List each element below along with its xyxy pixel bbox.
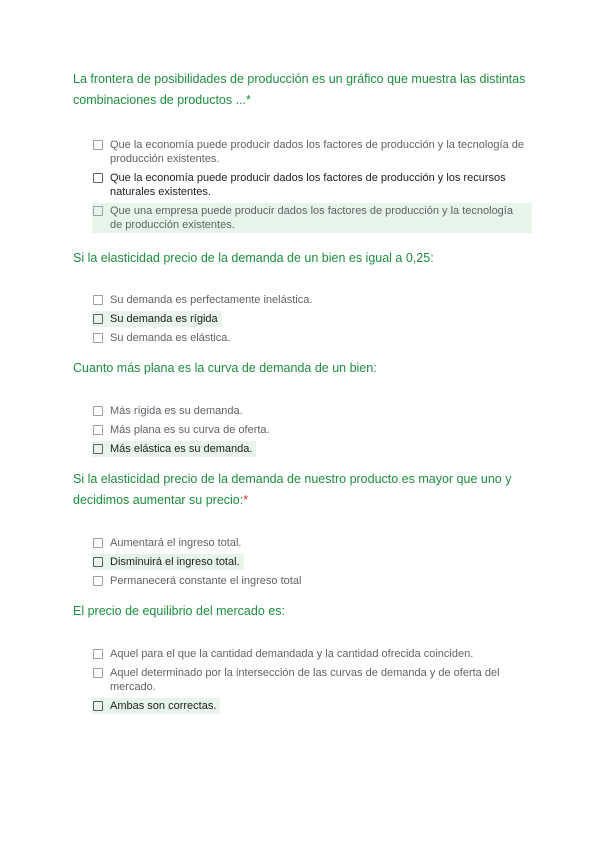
option-3-1[interactable] — [92, 403, 532, 419]
option-label: Que la economía puede producir dados los factores de producción y los recursos naturales existentes. — [110, 172, 506, 198]
option-label: Permanecerá constante el ingreso total — [110, 575, 302, 587]
option-5-3[interactable] — [92, 698, 220, 714]
question-5-label: El precio de equilibrio del mercado es: — [73, 604, 285, 618]
option-4-3[interactable] — [92, 573, 532, 589]
question-1-text — [73, 69, 543, 111]
option-5-2[interactable] — [92, 665, 532, 695]
option-label: Su demanda es elástica. — [110, 332, 231, 344]
question-5-text — [73, 601, 543, 622]
option-label: Ambas son correctas. — [110, 700, 217, 712]
checkbox-icon[interactable] — [93, 406, 103, 416]
checkbox-icon[interactable] — [93, 314, 103, 324]
required-asterisk: * — [243, 493, 249, 507]
option-label: Aumentará el ingreso total. — [110, 537, 242, 549]
option-1-1[interactable] — [92, 137, 532, 167]
option-2-3[interactable] — [92, 330, 532, 346]
option-2-2[interactable] — [92, 311, 222, 327]
question-3-options — [92, 403, 532, 460]
question-1-label: La frontera de posibilidades de producción es un gráfico que muestra las distintas combinaciones de productos ... — [73, 72, 526, 107]
checkbox-icon[interactable] — [93, 425, 103, 435]
checkbox-icon[interactable] — [93, 295, 103, 305]
option-3-2[interactable] — [92, 422, 532, 438]
option-label: Que una empresa puede producir dados los factores de producción y la tecnología de producción existentes. — [110, 205, 513, 231]
option-label: Su demanda es perfectamente inelástica. — [110, 294, 313, 306]
question-3-label: Cuanto más plana es la curva de demanda de un bien: — [73, 361, 377, 375]
checkbox-icon[interactable] — [93, 557, 103, 567]
option-label: Más plana es su curva de oferta. — [110, 424, 270, 436]
question-4-label: Si la elasticidad precio de la demanda de nuestro producto es mayor que uno y decidimos aumentar su precio: — [73, 472, 512, 507]
option-4-2[interactable] — [92, 554, 244, 570]
checkbox-icon[interactable] — [93, 701, 103, 711]
option-label: Su demanda es rígida — [110, 313, 218, 325]
checkbox-icon[interactable] — [93, 140, 103, 150]
checkbox-icon[interactable] — [93, 538, 103, 548]
question-5-options — [92, 646, 532, 717]
question-4-text — [73, 469, 543, 511]
option-label: Que la economía puede producir dados los factores de producción y la tecnología de producción existentes. — [110, 139, 524, 165]
question-2-text — [73, 248, 543, 269]
checkbox-icon[interactable] — [93, 173, 103, 183]
option-label: Más rígida es su demanda. — [110, 405, 243, 417]
question-3-text — [73, 358, 543, 379]
checkbox-icon[interactable] — [93, 649, 103, 659]
option-5-1[interactable] — [92, 646, 532, 662]
option-3-3[interactable] — [92, 441, 256, 457]
question-4-options — [92, 535, 532, 592]
option-2-1[interactable] — [92, 292, 532, 308]
option-label: Aquel determinado por la intersección de las curvas de demanda y de oferta del mercado. — [110, 667, 500, 693]
question-2-label: Si la elasticidad precio de la demanda de un bien es igual a 0,25: — [73, 251, 434, 265]
option-label: Disminuirá el ingreso total. — [110, 556, 240, 568]
option-1-3[interactable] — [92, 203, 532, 233]
checkbox-icon[interactable] — [93, 444, 103, 454]
question-2-options — [92, 292, 532, 349]
option-4-1[interactable] — [92, 535, 532, 551]
checkbox-icon[interactable] — [93, 333, 103, 343]
checkbox-icon[interactable] — [93, 576, 103, 586]
option-label: Más elástica es su demanda. — [110, 443, 253, 455]
option-label: Aquel para el que la cantidad demandada y la cantidad ofrecida coinciden. — [110, 648, 474, 660]
question-1-options — [92, 137, 532, 236]
checkbox-icon[interactable] — [93, 668, 103, 678]
checkbox-icon[interactable] — [93, 206, 103, 216]
option-1-2[interactable] — [92, 170, 532, 200]
required-asterisk: * — [246, 93, 251, 107]
